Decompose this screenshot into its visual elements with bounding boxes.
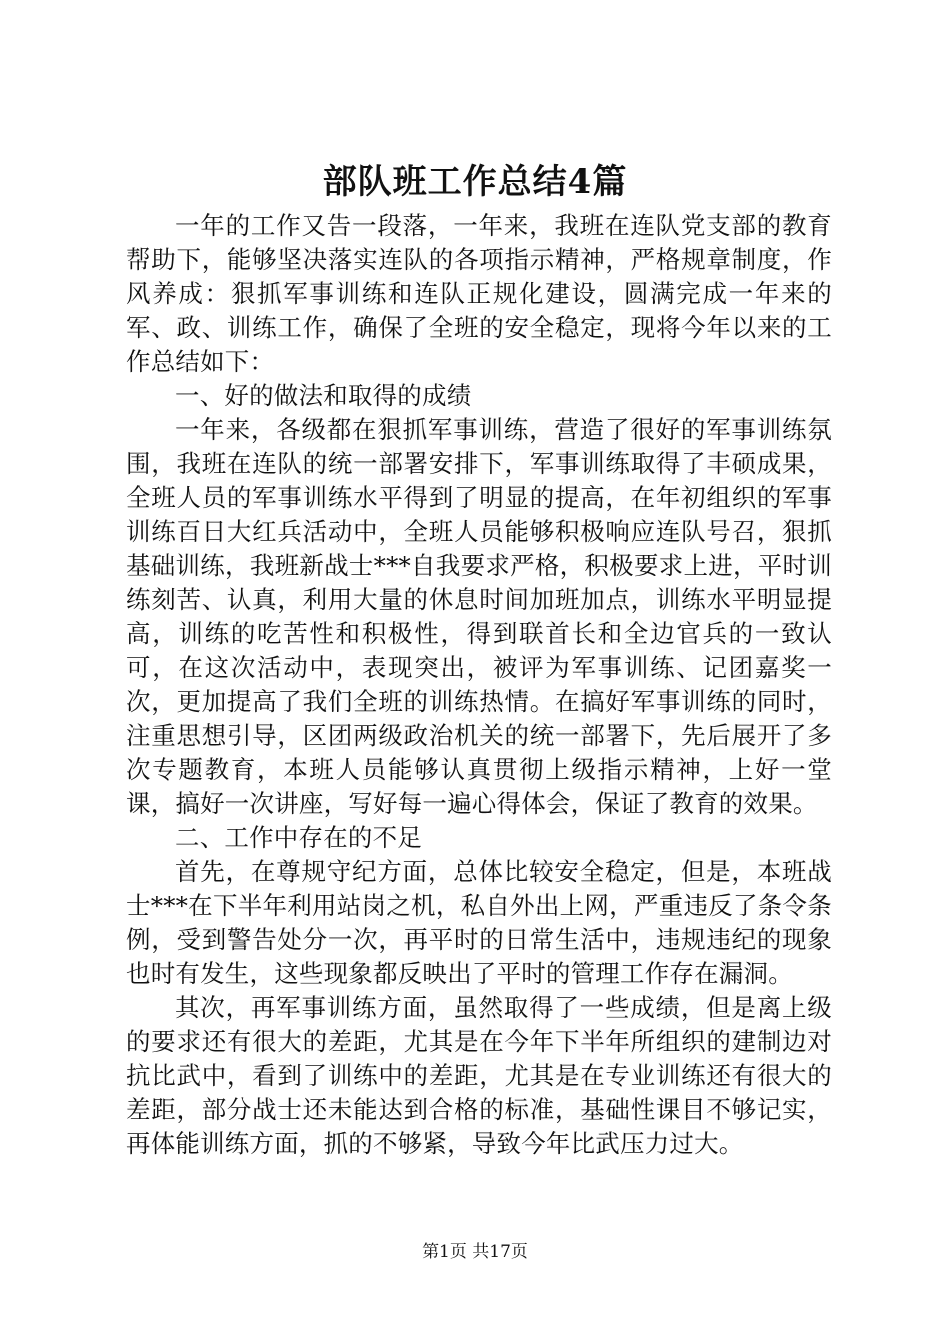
page-footer: 第1页 共17页: [422, 1242, 528, 1262]
document-body: [126, 209, 832, 1161]
paragraph-discipline: 首先，在尊规守纪方面，总体比较安全稳定，但是，本班战士***在下半年利用站岗之机，私自外出上网，严重违反了条令条例，受到警告处分一次，再平时的日常生活中，违规违纪的现象也时有发生，这些现象都反映出了平时的管理工作存在漏洞。: [126, 857, 832, 988]
section-heading-achievements: 一、好的做法和取得的成绩: [175, 381, 472, 410]
section-heading-shortcomings: 二、工作中存在的不足: [175, 823, 422, 852]
paragraph-intro: 一年的工作又告一段落，一年来，我班在连队党支部的教育帮助下，能够坚决落实连队的各项指示精神，严格规章制度，作风养成：狠抓军事训练和连队正规化建设，圆满完成一年来的军、政、训练工作，确保了全班的安全稳定，现将今年以来的工作总结如下：: [126, 211, 832, 376]
paragraph-achievements: 一年来，各级都在狠抓军事训练，营造了很好的军事训练氛围，我班在连队的统一部署安排下，军事训练取得了丰硕成果，全班人员的军事训练水平得到了明显的提高，在年初组织的军事训练百日大红兵活动中，全班人员能够积极响应连队号召，狠抓基础训练，我班新战士***自我要求严格，积极要求上进，平时训练刻苦、认真，利用大量的休息时间加班加点，训练水平明显提高，训练的吃苦性和积极性，得到联首长和全边官兵的一致认可，在这次活动中，表现突出，被评为军事训练、记团嘉奖一次，更加提高了我们全班的训练热情。在搞好军事训练的同时，注重思想引导，区团两级政治机关的统一部署下，先后展开了多次专题教育，本班人员能够认真贯彻上级指示精神，上好一堂课，搞好一次讲座，写好每一遍心得体会，保证了教育的效果。: [126, 415, 832, 818]
paragraph-training: 其次，再军事训练方面，虽然取得了一些成绩，但是离上级的要求还有很大的差距，尤其是在今年下半年所组织的建制边对抗比武中，看到了训练中的差距，尤其是在专业训练还有很大的差距，部分战士还未能达到合格的标准，基础性课目不够记实，再体能训练方面，抓的不够紧，导致今年比武压力过大。: [126, 993, 832, 1158]
document-title: 部队班工作总结4篇: [322, 162, 628, 202]
